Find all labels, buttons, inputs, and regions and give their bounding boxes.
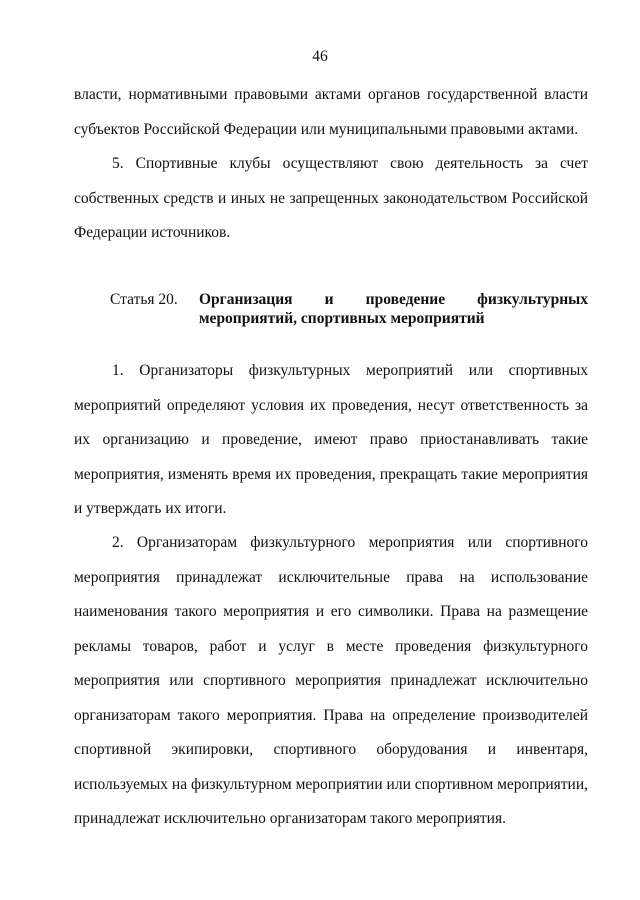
paragraph-text: 1. Организаторы физкультурных мероприятий или спортивных мероприятий определяют условия их проведения, несут ответственность за их организацию и проведение, имеют право приостанавливать такие мероприятия, изменять время их проведения, прекращать такие мероприятия и утверждать их итоги. — [74, 362, 588, 517]
paragraph-2 — [74, 526, 588, 837]
article-title-line-1: Организация и проведение физкультурных — [199, 291, 588, 308]
page-number: 46 — [312, 48, 328, 65]
paragraph-text: 2. Организаторам физкультурного мероприятия или спортивного мероприятия принадлежат исключительные права на использование наименования такого мероприятия и его символики. Права на размещение рекламы товаров, работ и услуг в месте проведения физкультурного мероприятия или спортивного мероприятия принадлежат исключительно организаторам такого мероприятия. Права на определение производителей спортивной экипировки, спортивного оборудования и инвентаря, используемых на физкультурном мероприятии или спортивном мероприятии, принадлежат исключительно организаторам такого мероприятия. — [74, 534, 588, 827]
article-title — [199, 290, 588, 328]
paragraph-text: власти, нормативными правовыми актами органов государственной власти субъектов Российской Федерации или муниципальными правовыми актами. — [74, 86, 588, 138]
article-title-line-2: мероприятий, спортивных мероприятий — [199, 310, 485, 327]
paragraph-5 — [74, 147, 588, 251]
paragraph-1 — [74, 354, 588, 527]
article-label: Статья 20. — [110, 291, 178, 308]
paragraph-text: 5. Спортивные клубы осуществляют свою деятельность за счет собственных средств и иных не запрещенных законодательством Российской Федерации источников. — [74, 155, 588, 241]
paragraph-continuation — [74, 78, 588, 147]
